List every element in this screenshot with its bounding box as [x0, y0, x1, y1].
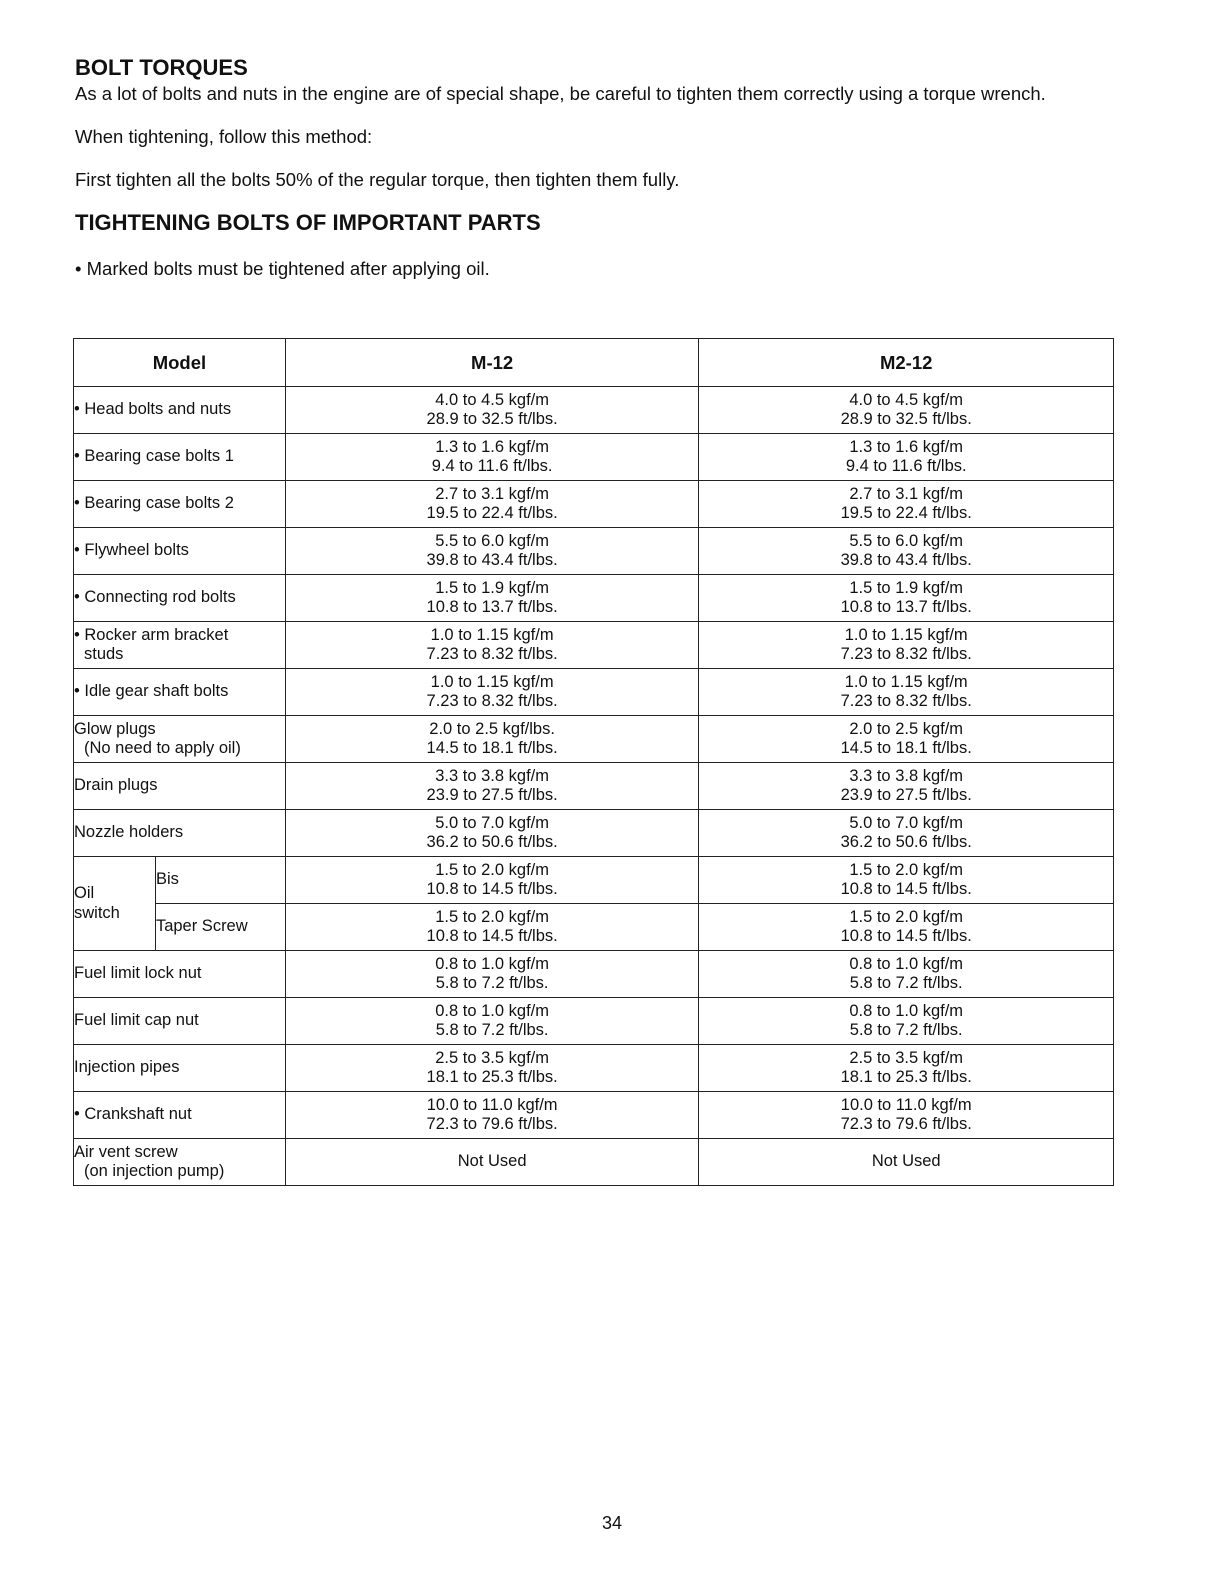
torque-value-line: 72.3 to 79.6 ft/lbs.	[840, 1115, 972, 1133]
document-body	[75, 54, 1115, 280]
torque-value-line: 1.5 to 1.9 kgf/m	[435, 578, 549, 597]
torque-value-cell	[285, 763, 699, 810]
torque-value-line: 10.0 to 11.0 kgf/m	[840, 1095, 972, 1114]
part-label-cell	[74, 575, 286, 622]
part-label: Air vent screw	[74, 1142, 178, 1161]
part-label-cell	[74, 434, 286, 481]
torque-value-line: 1.5 to 2.0 kgf/m	[849, 907, 964, 926]
torque-value-cell	[285, 951, 699, 998]
part-label: Glow plugs	[74, 719, 156, 738]
method-paragraph: First tighten all the bolts 50% of the regular torque, then tighten them fully.	[75, 169, 680, 190]
torque-value-line: 5.8 to 7.2 ft/lbs.	[849, 974, 963, 992]
torque-value-cell	[285, 716, 699, 763]
heading-important-parts: TIGHTENING BOLTS OF IMPORTANT PARTS	[75, 210, 541, 235]
torque-value-cell	[699, 622, 1114, 669]
torque-value-line: 10.8 to 14.5 ft/lbs.	[840, 880, 972, 898]
torque-value-line: 10.8 to 13.7 ft/lbs.	[840, 598, 972, 616]
table-row	[74, 904, 1114, 951]
torque-value-cell	[285, 1139, 699, 1186]
torque-value-cell	[699, 763, 1114, 810]
table-row	[74, 716, 1114, 763]
table-row	[74, 481, 1114, 528]
torque-value-line: 1.3 to 1.6 kgf/m	[849, 437, 964, 456]
table-row	[74, 857, 1114, 904]
torque-value-line: Not Used	[457, 1152, 527, 1171]
table-row	[74, 669, 1114, 716]
torque-value-line: 1.0 to 1.15 kgf/m	[844, 672, 968, 691]
method-intro-paragraph: When tightening, follow this method:	[75, 126, 373, 147]
torque-table	[73, 338, 1114, 1186]
torque-value-line: 10.8 to 13.7 ft/lbs.	[426, 598, 558, 616]
torque-value-cell	[285, 387, 699, 434]
torque-value-cell	[699, 1139, 1114, 1186]
torque-value-cell	[699, 951, 1114, 998]
torque-value-cell	[699, 810, 1114, 857]
torque-value-line: 28.9 to 32.5 ft/lbs.	[840, 410, 972, 428]
part-label-cell	[74, 622, 286, 669]
torque-value-line: 5.8 to 7.2 ft/lbs.	[849, 1021, 963, 1039]
torque-value-line: 36.2 to 50.6 ft/lbs.	[426, 833, 558, 851]
torque-value-line: 2.7 to 3.1 kgf/m	[849, 484, 964, 503]
torque-value-line: 14.5 to 18.1 ft/lbs.	[840, 739, 972, 757]
table-row	[74, 387, 1114, 434]
torque-value-line: 10.0 to 11.0 kgf/m	[426, 1095, 558, 1114]
oil-switch-group-label	[74, 857, 156, 951]
torque-value-line: 2.0 to 2.5 kgf/lbs.	[429, 719, 555, 738]
torque-value-cell	[699, 434, 1114, 481]
part-label-cell	[74, 716, 286, 763]
torque-value-line: 2.5 to 3.5 kgf/m	[435, 1048, 549, 1067]
intro-paragraph: As a lot of bolts and nuts in the engine are of special shape, be careful to tighten them correctly using a torque wrench.	[75, 83, 1046, 104]
torque-value-cell	[699, 528, 1114, 575]
header-m12: M-12	[285, 339, 699, 387]
torque-value-line: 0.8 to 1.0 kgf/m	[849, 954, 964, 973]
oil-switch-sub-label: Taper Screw	[155, 904, 285, 951]
torque-value-line: 5.5 to 6.0 kgf/m	[435, 531, 549, 550]
torque-value-cell	[285, 998, 699, 1045]
torque-value-cell	[285, 669, 699, 716]
part-label-cell	[74, 1092, 286, 1139]
part-label-cell	[74, 1045, 286, 1092]
part-label: • Flywheel bolts	[74, 541, 189, 560]
torque-value-cell	[699, 904, 1114, 951]
torque-value-line: 2.0 to 2.5 kgf/m	[849, 719, 964, 738]
table-row	[74, 810, 1114, 857]
table-row	[74, 434, 1114, 481]
torque-value-line: 3.3 to 3.8 kgf/m	[849, 766, 964, 785]
part-label-continued: (on injection pump)	[84, 1162, 225, 1180]
torque-value-cell	[699, 575, 1114, 622]
torque-value-line: 7.23 to 8.32 ft/lbs.	[840, 692, 972, 710]
torque-value-line: 19.5 to 22.4 ft/lbs.	[840, 504, 972, 522]
torque-value-line: 5.0 to 7.0 kgf/m	[435, 813, 549, 832]
torque-value-line: 28.9 to 32.5 ft/lbs.	[426, 410, 558, 428]
torque-value-line: 39.8 to 43.4 ft/lbs.	[426, 551, 558, 569]
torque-value-line: 14.5 to 18.1 ft/lbs.	[426, 739, 558, 757]
oil-switch-sub-label: Bis	[155, 857, 285, 904]
torque-value-cell	[285, 810, 699, 857]
torque-value-cell	[699, 716, 1114, 763]
torque-value-cell	[285, 857, 699, 904]
table-row	[74, 575, 1114, 622]
part-label: • Bearing case bolts 1	[74, 447, 234, 466]
torque-value-line: 23.9 to 27.5 ft/lbs.	[840, 786, 972, 804]
part-label: • Idle gear shaft bolts	[74, 682, 229, 701]
part-label: • Connecting rod bolts	[74, 588, 236, 607]
torque-value-line: 5.8 to 7.2 ft/lbs.	[435, 974, 549, 992]
torque-value-cell	[699, 857, 1114, 904]
torque-value-line: 9.4 to 11.6 ft/lbs.	[431, 457, 553, 475]
torque-value-cell	[285, 904, 699, 951]
part-label-cell	[74, 528, 286, 575]
torque-value-line: 7.23 to 8.32 ft/lbs.	[426, 645, 558, 663]
torque-value-line: 1.5 to 2.0 kgf/m	[849, 860, 964, 879]
part-label: Fuel limit cap nut	[74, 1011, 199, 1030]
torque-value-line: 19.5 to 22.4 ft/lbs.	[426, 504, 558, 522]
part-label-cell	[74, 763, 286, 810]
torque-value-line: 1.5 to 2.0 kgf/m	[435, 907, 549, 926]
torque-value-cell	[285, 575, 699, 622]
part-label-cell	[74, 998, 286, 1045]
torque-value-cell	[699, 1092, 1114, 1139]
torque-value-line: 1.5 to 1.9 kgf/m	[849, 578, 964, 597]
header-m2-12: M2-12	[699, 339, 1114, 387]
torque-value-line: 1.5 to 2.0 kgf/m	[435, 860, 549, 879]
part-label: Nozzle holders	[74, 823, 184, 842]
torque-value-line: 1.3 to 1.6 kgf/m	[435, 437, 549, 456]
table-row	[74, 528, 1114, 575]
torque-value-line: 1.0 to 1.15 kgf/m	[430, 625, 554, 644]
torque-value-line: 3.3 to 3.8 kgf/m	[435, 766, 549, 785]
torque-value-line: 0.8 to 1.0 kgf/m	[435, 1001, 549, 1020]
torque-value-line: 18.1 to 25.3 ft/lbs.	[840, 1068, 972, 1086]
torque-value-line: 10.8 to 14.5 ft/lbs.	[840, 927, 972, 945]
torque-value-line: 1.0 to 1.15 kgf/m	[844, 625, 968, 644]
table-row	[74, 1092, 1114, 1139]
part-label-cell	[74, 951, 286, 998]
torque-value-line: 2.7 to 3.1 kgf/m	[435, 484, 549, 503]
page-number: 34	[601, 1513, 623, 1533]
torque-value-line: 4.0 to 4.5 kgf/m	[849, 390, 964, 409]
part-label-cell	[74, 810, 286, 857]
torque-value-line: 72.3 to 79.6 ft/lbs.	[426, 1115, 558, 1133]
torque-value-cell	[285, 481, 699, 528]
torque-value-cell	[699, 387, 1114, 434]
part-label-cell	[74, 1139, 286, 1186]
part-label-continued: (No need to apply oil)	[84, 739, 241, 757]
table-header-row	[74, 339, 1114, 387]
torque-value-cell	[699, 1045, 1114, 1092]
torque-value-line: 23.9 to 27.5 ft/lbs.	[426, 786, 558, 804]
oil-switch-label-continued: switch	[74, 903, 120, 922]
table-row	[74, 763, 1114, 810]
torque-value-line: 7.23 to 8.32 ft/lbs.	[426, 692, 558, 710]
part-label: Fuel limit lock nut	[74, 964, 202, 983]
torque-value-line: 0.8 to 1.0 kgf/m	[435, 954, 549, 973]
table-row	[74, 622, 1114, 669]
table-row	[74, 951, 1114, 998]
torque-value-line: 5.8 to 7.2 ft/lbs.	[435, 1021, 549, 1039]
torque-value-cell	[699, 998, 1114, 1045]
torque-value-line: 5.0 to 7.0 kgf/m	[849, 813, 964, 832]
table-row	[74, 998, 1114, 1045]
torque-value-cell	[285, 622, 699, 669]
torque-value-cell	[285, 1045, 699, 1092]
part-label: • Rocker arm bracket	[74, 625, 229, 644]
part-label-cell	[74, 669, 286, 716]
part-label-cell	[74, 387, 286, 434]
torque-value-cell	[285, 528, 699, 575]
torque-value-cell	[699, 481, 1114, 528]
heading-bolt-torques: BOLT TORQUES	[75, 55, 248, 80]
torque-value-line: 0.8 to 1.0 kgf/m	[849, 1001, 964, 1020]
part-label-cell	[74, 481, 286, 528]
part-label: Drain plugs	[74, 776, 158, 795]
torque-value-cell	[285, 434, 699, 481]
part-label: • Head bolts and nuts	[74, 400, 232, 419]
torque-value-line: 10.8 to 14.5 ft/lbs.	[426, 880, 558, 898]
torque-value-line: 5.5 to 6.0 kgf/m	[849, 531, 964, 550]
table-row	[74, 1045, 1114, 1092]
part-label: • Crankshaft nut	[74, 1105, 192, 1124]
torque-value-line: 9.4 to 11.6 ft/lbs.	[845, 457, 967, 475]
torque-value-line: 36.2 to 50.6 ft/lbs.	[840, 833, 972, 851]
torque-value-line: 39.8 to 43.4 ft/lbs.	[840, 551, 972, 569]
torque-value-line: 2.5 to 3.5 kgf/m	[849, 1048, 964, 1067]
torque-value-line: 18.1 to 25.3 ft/lbs.	[426, 1068, 558, 1086]
torque-value-line: 10.8 to 14.5 ft/lbs.	[426, 927, 558, 945]
torque-value-line: 1.0 to 1.15 kgf/m	[430, 672, 554, 691]
torque-value-line: Not Used	[871, 1152, 941, 1171]
torque-value-line: 4.0 to 4.5 kgf/m	[435, 390, 549, 409]
torque-value-cell	[699, 669, 1114, 716]
marked-bolts-note: • Marked bolts must be tightened after applying oil.	[75, 258, 490, 279]
header-model: Model	[74, 339, 286, 387]
torque-value-cell	[285, 1092, 699, 1139]
table-row	[74, 1139, 1114, 1186]
oil-switch-label: Oil	[74, 884, 95, 902]
part-label: • Bearing case bolts 2	[74, 494, 234, 513]
part-label: Injection pipes	[74, 1058, 180, 1077]
part-label-continued: studs	[84, 645, 124, 663]
torque-value-line: 7.23 to 8.32 ft/lbs.	[840, 645, 972, 663]
